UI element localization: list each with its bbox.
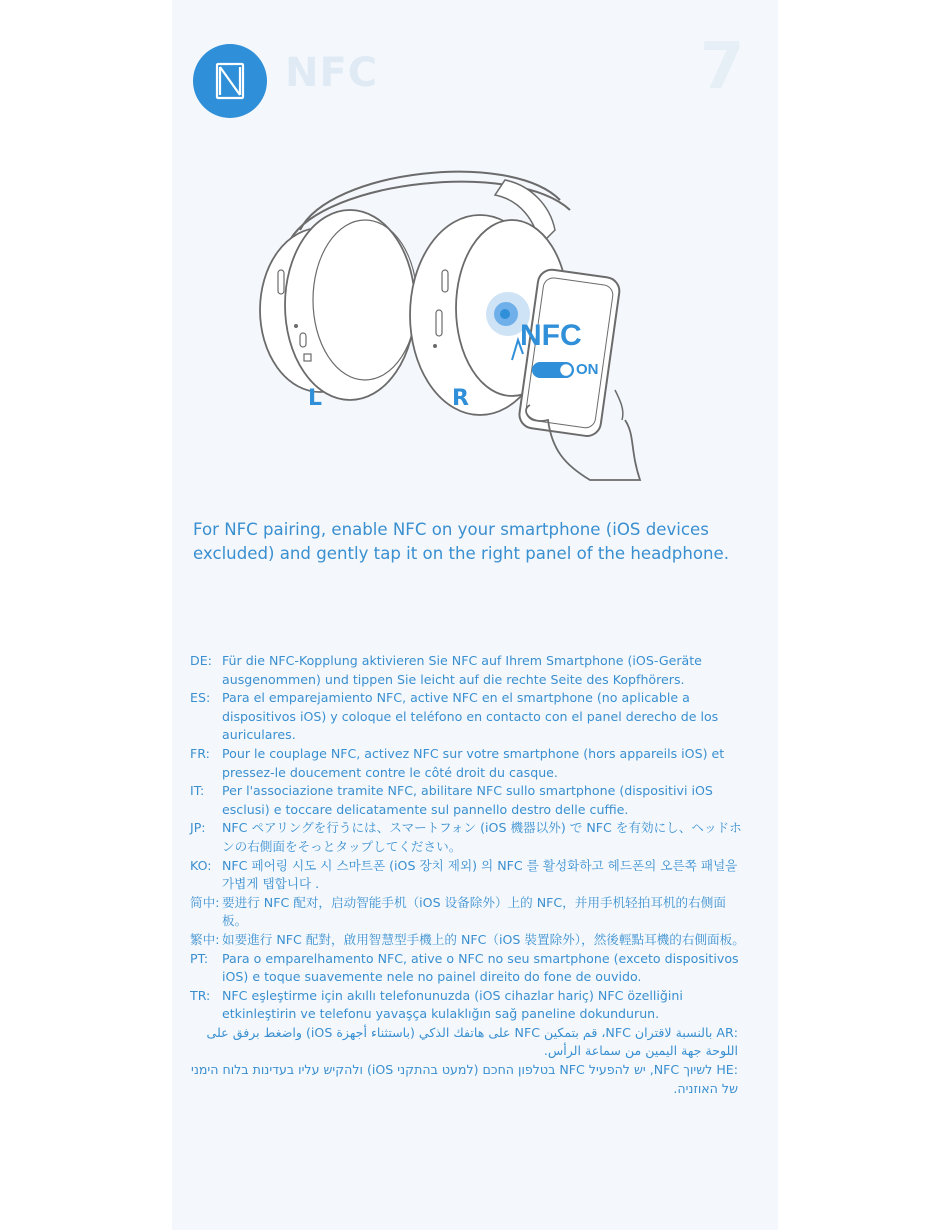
lang-code: DE: — [190, 653, 212, 668]
translations-list — [190, 652, 750, 1098]
translation-tr — [190, 987, 750, 1024]
translation-zh-hant — [190, 931, 750, 950]
translation-jp — [190, 819, 750, 856]
lang-code: ES: — [190, 690, 211, 706]
lang-code: IT: — [190, 783, 205, 799]
translation-zh-hans — [190, 894, 750, 931]
right-label: R — [452, 386, 469, 411]
lang-code: :AR — [716, 1024, 738, 1040]
lang-code: FR: — [190, 745, 210, 761]
translation-de — [190, 652, 750, 689]
lang-code: TR: — [190, 987, 211, 1003]
translation-he — [190, 1061, 738, 1098]
section-title: NFC — [285, 50, 379, 96]
left-earcup — [260, 210, 417, 400]
lang-text: Para el emparejamiento NFC, active NFC en el smartphone (no aplicable a dispositivos iOS) y coloque el teléfono en contacto con el panel derecho de los auriculares. — [222, 690, 719, 743]
lang-text: 要进行 NFC 配对，启动智能手机（iOS 设备除外）上的 NFC，并用手机轻拍耳机的右侧面板。 — [222, 894, 726, 929]
lang-text: بالنسبة لاقتران NFC، قم بتمكين NFC على هاتفك الذكي (باستثناء أجهزة iOS) واضغط برفق على اللوحة جهة اليمين من سماعة الرأس. — [206, 1024, 738, 1059]
lang-text: Per l'associazione tramite NFC, abilitare NFC sullo smartphone (dispositivi iOS esclusi) e toccare delicatamente sul pannello destro delle cuffie. — [222, 783, 713, 817]
left-label: L — [308, 386, 323, 411]
nfc-icon — [193, 44, 267, 118]
lang-text: Para o emparelhamento NFC, ative o NFC no seu smartphone (exceto dispositivos iOS) e toque suavemente nele no painel direito do fone de ouvido. — [222, 950, 739, 985]
lang-text: 如要進行 NFC 配對，啟用智慧型手機上的 NFC（iOS 裝置除外），然後輕點耳機的右側面板。 — [222, 931, 745, 947]
translation-es — [190, 689, 750, 745]
lang-text: NFC eşleştirme için akıllı telefonunuzda (iOS cihazlar hariç) NFC özelliğini etkinleştirin ve telefonu yavaşça kulaklığın sağ paneline dokundurun. — [222, 987, 683, 1022]
translation-fr — [190, 745, 750, 782]
lang-text: Pour le couplage NFC, activez NFC sur votre smartphone (hors appareils iOS) et pressez-le doucement contre le côté droit du casque. — [222, 745, 725, 780]
lang-text: Für die NFC-Kopplung aktivieren Sie NFC auf Ihrem Smartphone (iOS-Geräte ausgenommen) und tippen Sie leicht auf die rechte Seite des Kopfhörers. — [222, 653, 702, 687]
lang-code: JP: — [190, 820, 206, 836]
lang-text: NFC 페어링 시도 시 스마트폰 (iOS 장치 제외) 의 NFC 를 활성화하고 헤드폰의 오른쪽 패널을 가볍게 탭합니다 . — [222, 857, 738, 892]
phone-nfc-text: NFC — [520, 319, 582, 352]
lang-code: 繁中: — [190, 931, 220, 947]
translation-ar — [190, 1024, 738, 1061]
lang-code: 简中: — [190, 894, 220, 910]
phone-toggle-text: ON — [576, 361, 599, 378]
translation-ko — [190, 857, 750, 894]
headphone-nfc-illustration — [230, 150, 670, 490]
translation-pt — [190, 950, 750, 987]
page-number: 7 — [700, 30, 745, 104]
translation-it — [190, 782, 750, 819]
lang-code: PT: — [190, 950, 209, 966]
english-instruction: For NFC pairing, enable NFC on your smartphone (iOS devices excluded) and gently tap it on the right panel of the headphone. — [193, 520, 729, 563]
lang-code: KO: — [190, 857, 212, 873]
lang-code: :HE — [716, 1062, 738, 1078]
lang-text: NFC ペアリングを行うには、スマートフォン (iOS 機器以外) で NFC を有効にし、ヘッドホンの右側面をそっとタップしてください。 — [222, 820, 742, 854]
lang-text: לשיוך NFC, יש להפעיל NFC בטלפון החכם (למעט בהתקני iOS) ולהקיש עליו בעדינות בלוח הימני של האוזניה. — [191, 1062, 738, 1096]
